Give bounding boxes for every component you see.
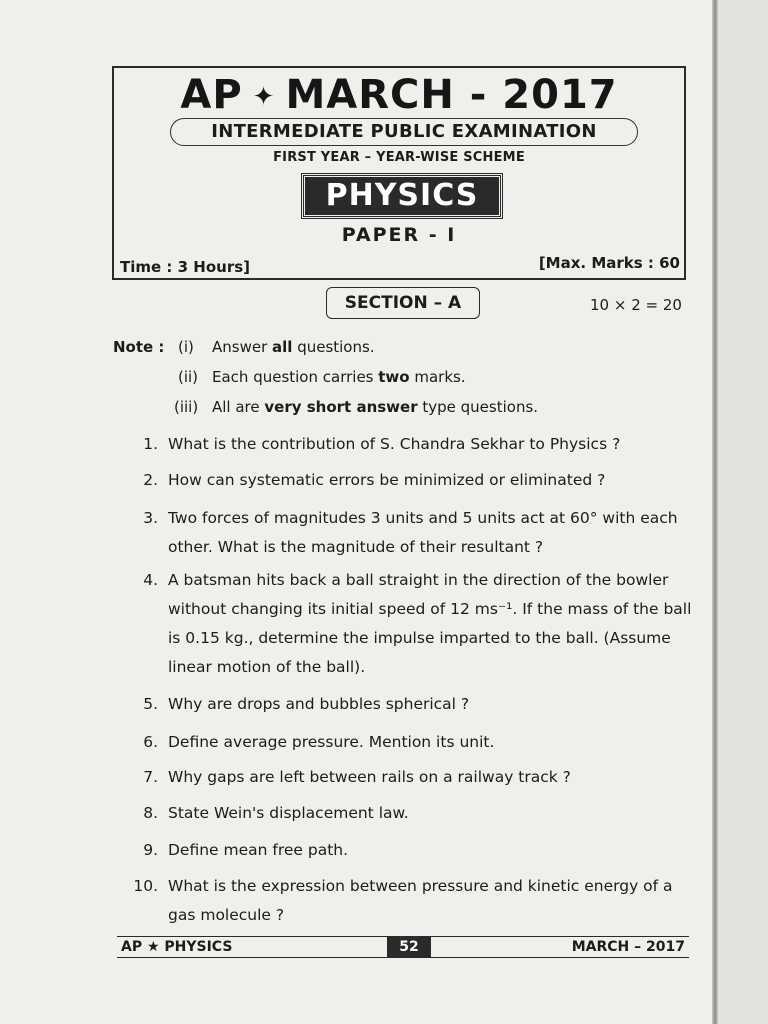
page-footer <box>117 936 689 958</box>
title-right: MARCH - 2017 <box>285 72 618 118</box>
page-number: 52 <box>387 937 431 957</box>
scheme-label: FIRST YEAR – YEAR-WISE SCHEME <box>273 150 525 165</box>
next-page-edge <box>718 0 768 1024</box>
section-heading: SECTION – A <box>326 287 480 319</box>
note-item: (ii) Each question carries two marks. <box>178 368 466 386</box>
time-label: Time : 3 Hours] <box>120 258 250 276</box>
paper-label: PAPER - I <box>341 224 457 246</box>
footer-date: MARCH – 2017 <box>571 939 685 955</box>
max-marks-label: [Max. Marks : 60 <box>538 254 680 272</box>
subject-badge: PHYSICS <box>302 174 502 218</box>
note-item: (iii) All are very short answer type questions. <box>174 398 539 416</box>
exam-page: AP ✦ MARCH - 2017 INTERMEDIATE PUBLIC EXAMINATION FIRST YEAR – YEAR-WISE SCHEME PHYSICS PAPER - I Time : 3 Hours] [Max. Marks : 60 SECTION – A 10 × 2 = 20 Note : (i) Answer all questions. (ii) Each question carries two marks. (iii) All are very short answer type questions. 1. What is the contribution of S. Chandra Sekhar to Physics ? 2. How can systematic errors be minimized or eliminated ? 3. Two forces of magnitudes 3 units and 5 units act at 60° with each other. What is the magnitude of their resultant ? 4. A batsman hits back a ball straight in the direction of the bowler without changing its initial speed of 12 ms⁻¹. If the mass of the ball is 0.15 kg., determine the impulse imparted to the ball. (Assume linear motion of the ball). 5. Why are drops and bubbles spherical ? 6. Define average pressure. Mention its unit. 7. Why gaps are left between rails on a railway track ? 8. State Wein's displacement law. 9. Define mean free path. 10. What is the expression between pressure and kinetic energy of a gas molecule ? AP ★ PHYSICS 52 MARCH – 2017 <box>0 0 716 1024</box>
note-label: Note : <box>113 338 165 356</box>
note-item: (i) Answer all questions. <box>178 338 375 356</box>
section-marks: 10 × 2 = 20 <box>590 296 682 314</box>
footer-subject: AP ★ PHYSICS <box>121 939 233 955</box>
title-left: AP <box>180 72 243 118</box>
diamond-icon: ✦ <box>252 82 276 112</box>
page-title <box>114 72 684 118</box>
exam-name: INTERMEDIATE PUBLIC EXAMINATION <box>170 118 638 146</box>
header-box <box>112 66 686 280</box>
